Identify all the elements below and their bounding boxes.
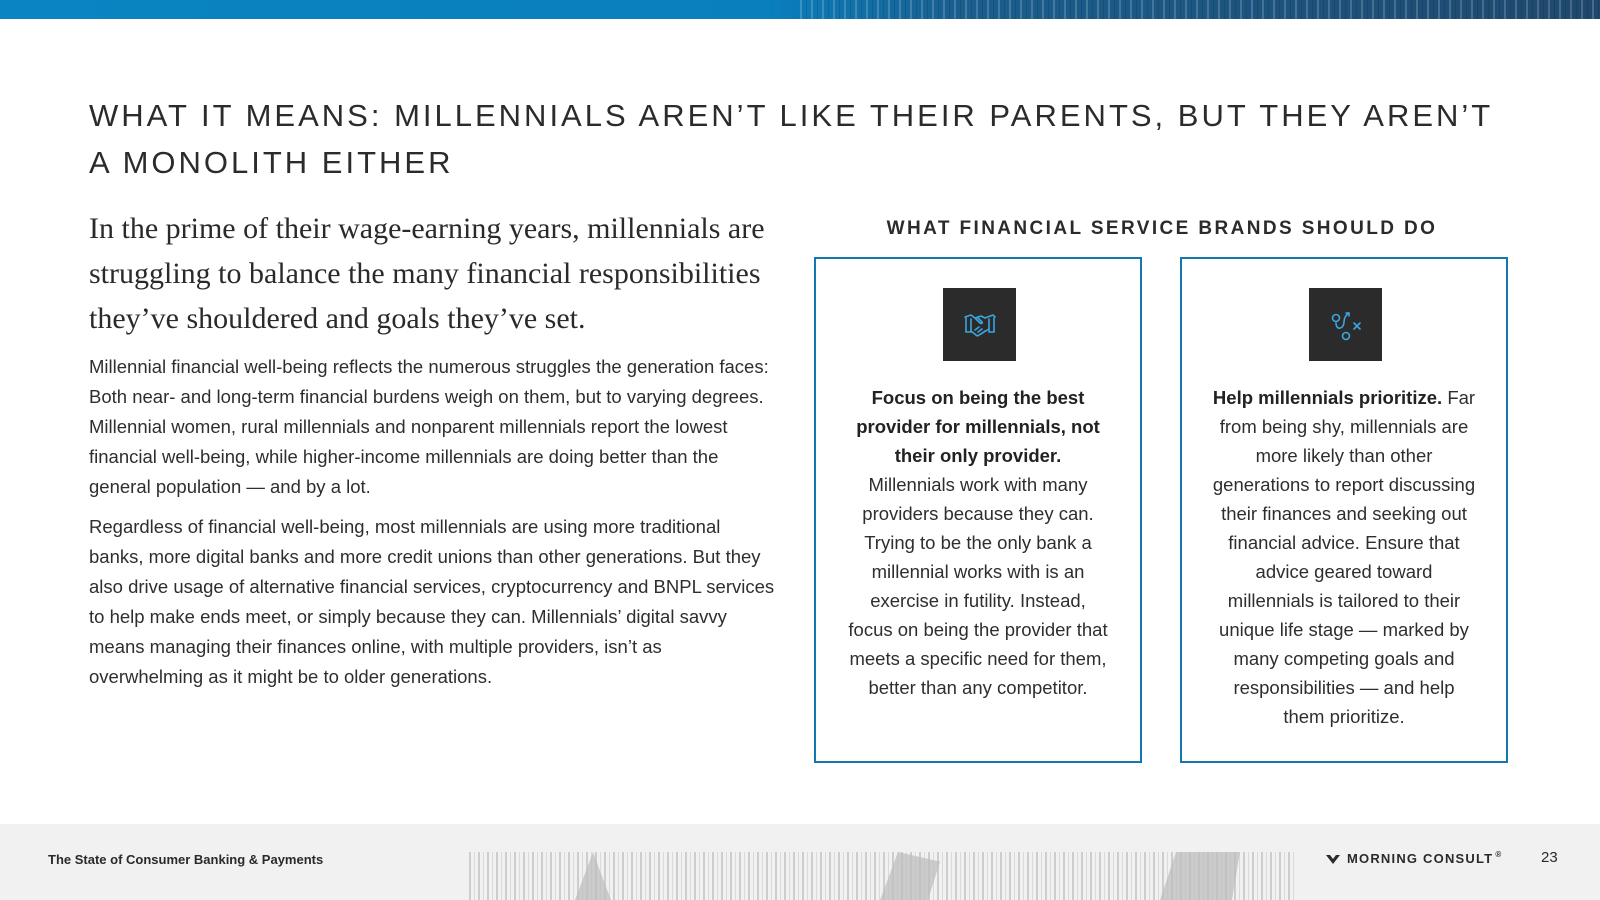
top-bar-texture: [800, 0, 1600, 19]
report-title: The State of Consumer Banking & Payments: [48, 852, 324, 867]
recommendation-card: [814, 257, 1142, 763]
card-text: [1212, 383, 1476, 731]
card-body: Far from being shy, millennials are more likely than other generations to report discussing their finances and seeking out financial advice. Ensure that advice geared toward millennials is tailored to their unique life stage — marked by many competing goals and responsibilities — and help them prioritize.: [1212, 387, 1476, 727]
card-heading: Focus on being the best provider for millennials, not their only provider.: [856, 387, 1100, 466]
intro-body: [89, 352, 779, 702]
intro-paragraph: Regardless of financial well-being, most millennials are using more traditional banks, more digital banks and more credit unions than other generations. But they also drive usage of alternative financial services, cryptocurrency and BNPL services to help make ends meet, or simply because they can. Millennials’ digital savvy means managing their finances online, with multiple providers, isn’t as overwhelming as it might be to older generations.: [89, 516, 775, 687]
recommendation-card: [1180, 257, 1508, 763]
trademark-symbol: ®: [1495, 850, 1503, 859]
top-accent-bar: [0, 0, 1600, 19]
morning-consult-logo-icon: [1325, 853, 1341, 865]
handshake-icon: [943, 288, 1016, 361]
card-heading: Help millennials prioritize.: [1212, 387, 1448, 408]
card-text: [846, 383, 1110, 702]
footer: [0, 824, 1600, 900]
intro-paragraph: Millennial financial well-being reflects the numerous struggles the generation faces: Both near- and long-term financial burdens weigh on them, but to varying degrees. Millennial women, rural millennials and nonparent millennials report the lowest financial well-being, while higher-income millennials are doing better than the general population — and by a lot.: [89, 356, 769, 497]
strategy-play-icon: [1309, 288, 1382, 361]
recommendations-title: WHAT FINANCIAL SERVICE BRANDS SHOULD DO: [886, 218, 1438, 239]
intro-lead: In the prime of their wage-earning years, millennials are struggling to balance the many financial responsibilities they’ve shouldered and goals they’ve set.: [89, 212, 765, 335]
brand-logo: [1325, 851, 1502, 866]
page-title: WHAT IT MEANS: MILLENNIALS AREN’T LIKE THEIR PARENTS, BUT THEY AREN’T A MONOLITH EITHER: [89, 98, 1493, 180]
brand-name: MORNING CONSULT: [1347, 851, 1494, 866]
page-number: 23: [1541, 849, 1558, 866]
card-body: Millennials work with many providers because they can. Trying to be the only bank a millennial works with is an exercise in futility. Instead, focus on being the provider that meets a specific need for them, better than any competitor.: [848, 474, 1108, 698]
